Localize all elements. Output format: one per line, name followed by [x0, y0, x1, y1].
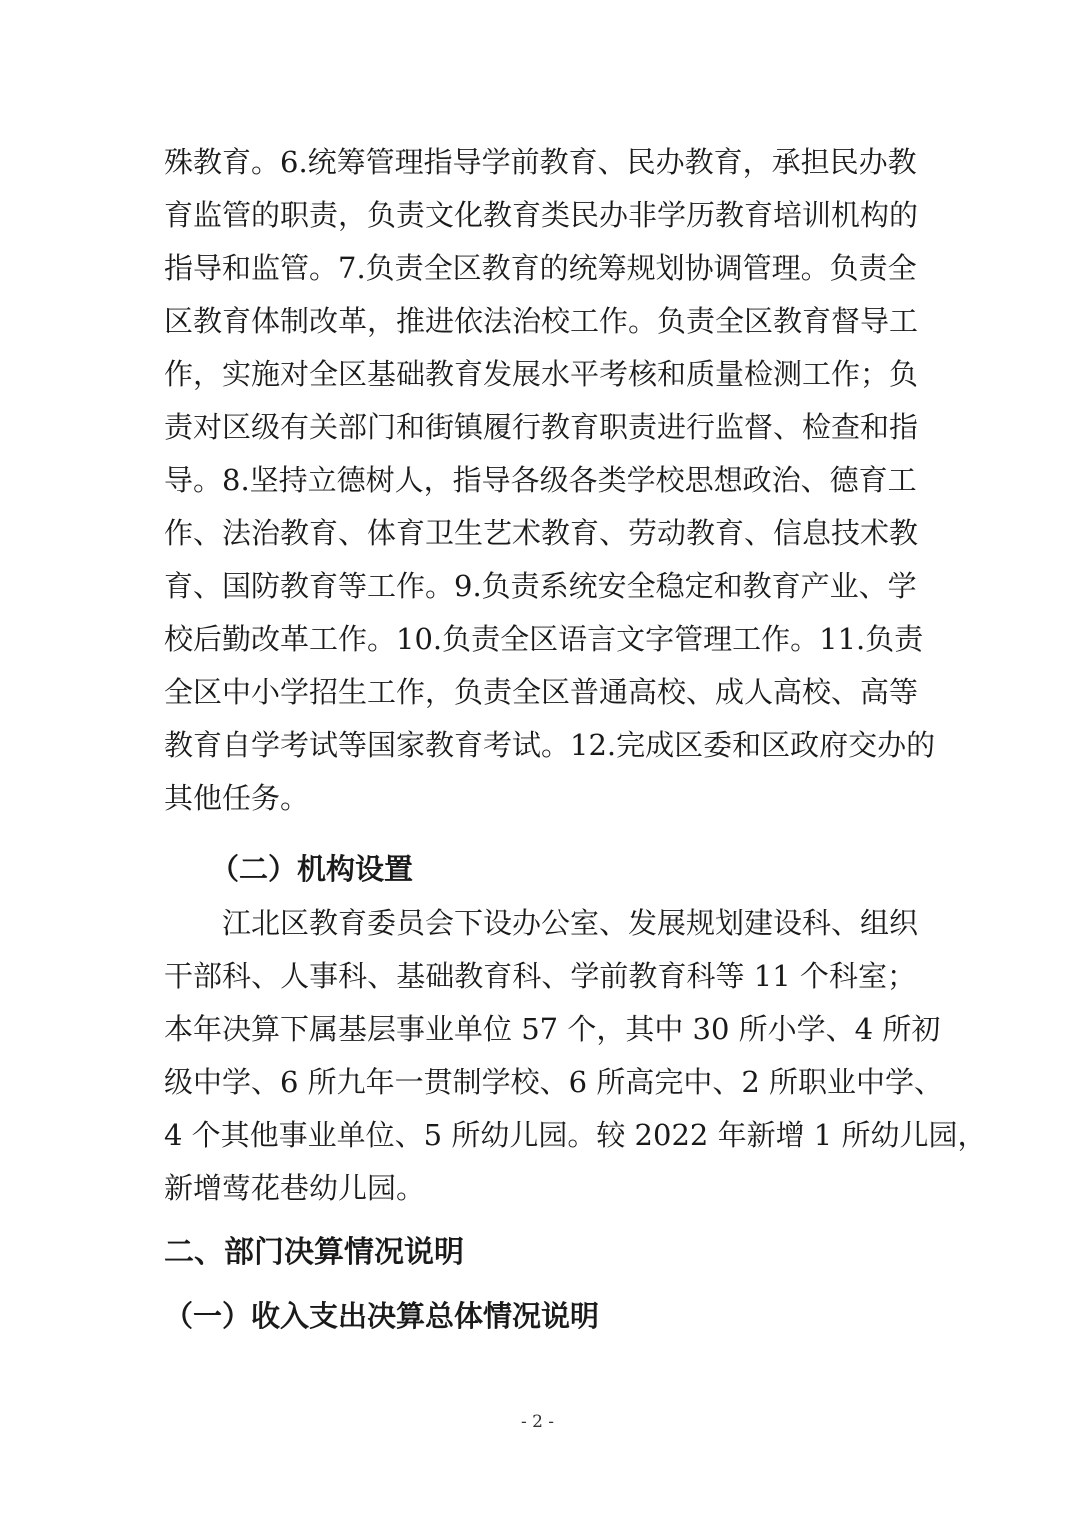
- paragraph-line: 江北区教育委员会下设办公室、发展规划建设科、组织: [222, 906, 919, 940]
- paragraph-line: 其他任务。: [164, 781, 310, 815]
- page-number: - 2 -: [520, 1412, 555, 1432]
- paragraph-line: 全区中小学招生工作，负责全区普通高校、成人高校、高等: [164, 675, 919, 709]
- paragraph-line: 指导和监管。7.负责全区教育的统筹规划协调管理。负责全: [164, 251, 917, 285]
- subsection-heading: （一）收入支出决算总体情况说明: [164, 1299, 600, 1333]
- paragraph-line: 4 个其他事业单位、5 所幼儿园。较 2022 年新增 1 所幼儿园，: [164, 1118, 987, 1152]
- paragraph-line: 本年决算下属基层事业单位 57 个，其中 30 所小学、4 所初: [164, 1012, 941, 1046]
- paragraph-line: 级中学、6 所九年一贯制学校、6 所高完中、2 所职业中学、: [164, 1065, 944, 1099]
- paragraph-line: 区教育体制改革，推进依法治校工作。负责全区教育督导工: [164, 304, 919, 338]
- paragraph-line: 新增莺花巷幼儿园。: [164, 1171, 426, 1205]
- paragraph-line: 干部科、人事科、基础教育科、学前教育科等 11 个科室；: [164, 959, 916, 993]
- section-heading: （二）机构设置: [210, 852, 414, 886]
- paragraph-line: 殊教育。6.统筹管理指导学前教育、民办教育，承担民办教: [164, 145, 917, 179]
- paragraph-line: 责对区级有关部门和街镇履行教育职责进行监督、检查和指: [164, 410, 919, 444]
- paragraph-line: 作，实施对全区基础教育发展水平考核和质量检测工作；负: [164, 357, 919, 391]
- paragraph-line: 导。8.坚持立德树人，指导各级各类学校思想政治、德育工: [164, 463, 917, 497]
- paragraph-line: 育、国防教育等工作。9.负责系统安全稳定和教育产业、学: [164, 569, 917, 603]
- paragraph-line: 教育自学考试等国家教育考试。12.完成区委和区政府交办的: [164, 728, 936, 762]
- paragraph-line: 作、法治教育、体育卫生艺术教育、劳动教育、信息技术教: [164, 516, 919, 550]
- paragraph-line: 校后勤改革工作。10.负责全区语言文字管理工作。11.负责: [164, 622, 924, 656]
- chapter-heading: 二、部门决算情况说明: [164, 1235, 464, 1270]
- paragraph-line: 育监管的职责，负责文化教育类民办非学历教育培训机构的: [164, 198, 919, 232]
